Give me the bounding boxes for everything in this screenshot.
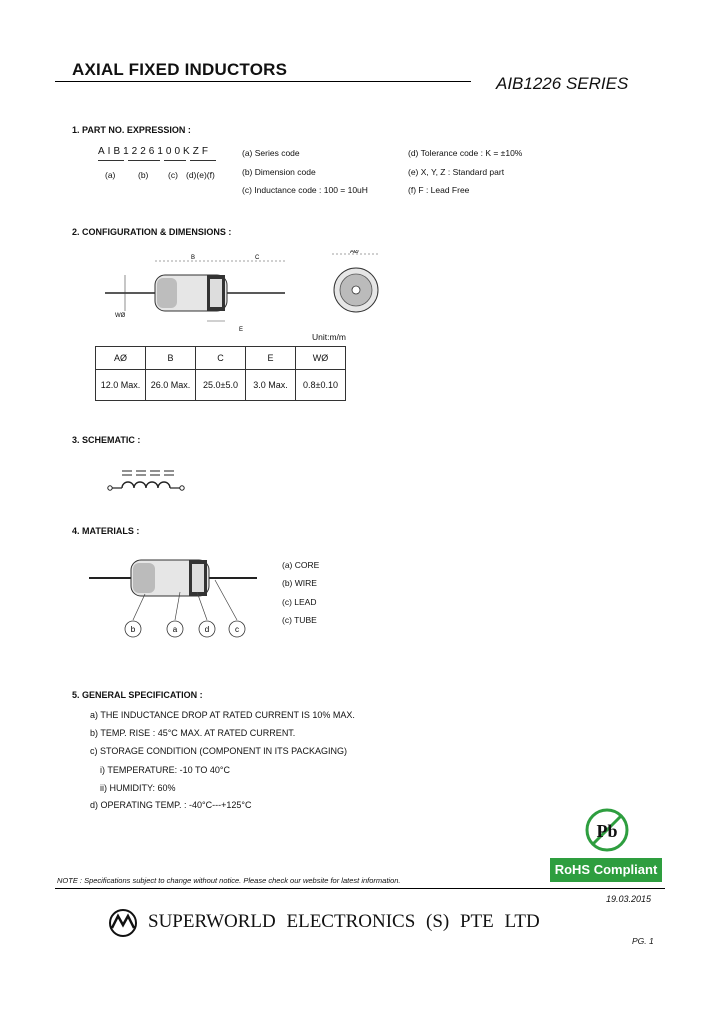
legend-tolerance-code: (d) Tolerance code : K = ±10%	[408, 148, 523, 158]
callout-a: a	[172, 625, 178, 634]
legend-dimension-code: (b) Dimension code	[242, 167, 316, 177]
material-tube: (c) TUBE	[282, 615, 317, 625]
spec-item: c) STORAGE CONDITION (COMPONENT IN ITS PACKAGING)	[90, 746, 348, 756]
spec-item: a) THE INDUCTANCE DROP AT RATED CURRENT IS 10% MAX.	[90, 710, 355, 720]
material-lead: (c) LEAD	[282, 597, 317, 607]
inductor-schematic-symbol	[104, 466, 190, 498]
part-group-label-def: (d)(e)(f)	[186, 170, 215, 180]
table-cell: 26.0 Max.	[146, 370, 196, 401]
legend-inductance-code: (c) Inductance code : 100 = 10uH	[242, 185, 368, 195]
part-group-label-c: (c)	[168, 170, 178, 180]
dimensions-table	[95, 346, 346, 401]
material-core: (a) CORE	[282, 560, 320, 570]
section-config-heading: 2. CONFIGURATION & DIMENSIONS :	[72, 227, 232, 237]
unit-label: Unit:m/m	[312, 332, 346, 342]
spec-item: b) TEMP. RISE : 45°C MAX. AT RATED CURRENT.	[90, 728, 296, 738]
dim-label-b: B	[191, 255, 196, 261]
table-cell: 0.8±0.10	[296, 370, 346, 401]
table-header-row	[96, 347, 346, 370]
dim-label-a: AØ	[350, 250, 359, 255]
dim-label-e: E	[239, 327, 244, 333]
part-group-underline-def	[190, 160, 216, 161]
material-wire: (b) WIRE	[282, 578, 317, 588]
specification-note: NOTE : Specifications subject to change without notice. Please check our website for latest information.	[57, 876, 401, 885]
callout-b: b	[130, 625, 136, 634]
table-header-cell: WØ	[296, 347, 346, 370]
series-name: AIB1226 SERIES	[496, 74, 629, 93]
pb-symbol-text: Pb	[596, 821, 618, 841]
spec-item: d) OPERATING TEMP. : -40°C---+125°C	[90, 800, 252, 810]
part-group-label-a: (a)	[105, 170, 116, 180]
spec-item: ii) HUMIDITY: 60%	[100, 783, 176, 793]
inductor-end-view-drawing	[328, 250, 384, 320]
section-part-no-heading: 1. PART NO. EXPRESSION :	[72, 125, 191, 135]
callout-d: d	[204, 625, 210, 634]
lead-free-icon	[582, 805, 632, 855]
callout-c: c	[235, 625, 239, 634]
rohs-compliant-badge: RoHS Compliant	[550, 858, 662, 882]
document-date: 19.03.2015	[606, 894, 652, 904]
company-logo-icon	[104, 908, 142, 938]
footer-rule	[55, 888, 665, 889]
part-group-underline-b	[128, 160, 160, 161]
part-group-underline-a	[98, 160, 124, 161]
inductor-materials-drawing	[85, 548, 265, 643]
table-header-cell: AØ	[96, 347, 146, 370]
section-general-heading: 5. GENERAL SPECIFICATION :	[72, 690, 203, 700]
section-materials-heading: 4. MATERIALS :	[72, 526, 140, 536]
dim-label-c: C	[255, 255, 260, 261]
legend-lead-free: (f) F : Lead Free	[408, 185, 470, 195]
page-number: PG. 1	[632, 936, 654, 946]
table-row	[96, 370, 346, 401]
table-cell: 12.0 Max.	[96, 370, 146, 401]
part-group-label-b: (b)	[138, 170, 149, 180]
legend-series-code: (a) Series code	[242, 148, 300, 158]
header-rule	[55, 81, 471, 82]
company-name: SUPERWORLD ELECTRONICS (S) PTE LTD	[148, 911, 540, 932]
part-number-code: AIB1226100KZF	[98, 146, 211, 157]
legend-standard-part: (e) X, Y, Z : Standard part	[408, 167, 505, 177]
table-header-cell: B	[146, 347, 196, 370]
document-title: AXIAL FIXED INDUCTORS	[72, 60, 288, 79]
dim-label-w: WØ	[115, 313, 126, 319]
part-group-underline-c	[164, 160, 186, 161]
spec-item: i) TEMPERATURE: -10 TO 40°C	[100, 765, 230, 775]
section-schematic-heading: 3. SCHEMATIC :	[72, 435, 141, 445]
table-header-cell: E	[246, 347, 296, 370]
table-header-cell: C	[196, 347, 246, 370]
table-cell: 3.0 Max.	[246, 370, 296, 401]
table-cell: 25.0±5.0	[196, 370, 246, 401]
inductor-side-drawing	[95, 245, 305, 335]
